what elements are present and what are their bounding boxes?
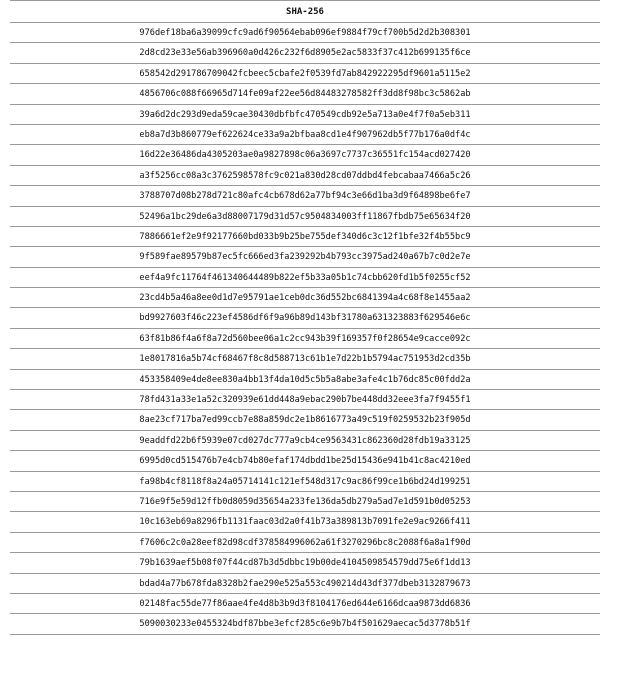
table-row: 9eaddfd22b6f5939e07cd027dc777a9cb4ce9563431c862360d28fdb19a33125 [10,431,600,451]
table-row: 976def18ba6a39099cfc9ad6f90564ebab096ef9884f79cf700b5d2d2b308301 [10,23,600,43]
table-row: 52496a1bc29de6a3d88007179d31d57c9504834003ff11867fbdb75e65634f20 [10,207,600,227]
table-row: 453358409e4de8ee830a4bb13f4da10d5c5b5a8abe3afe4c1b76dc85c00fdd2a [10,370,600,390]
table-row: 10c163eb69a8296fb1131faac03d2a0f41b73a389813b7091fe2e9ac9266f411 [10,512,600,532]
table-row: eef4a9fc11764f461340644489b822ef5b33a05b1c74cbb620fd1b5f0255cf52 [10,268,600,288]
table-row: 78fd431a33e1a52c320939e61dd448a9ebac290b7be448dd32eee3fa7f9455f1 [10,390,600,410]
table-row: 3788707d08b278d721c80afc4cb678d62a77bf94c3e66d1ba3d9f64898be6fe7 [10,186,600,206]
table-row: 9f589fae89579b87ec5fc666ed3fa239292b4b793cc3975ad240a67b7c0d2e7e [10,247,600,267]
table-row: 5090030233e0455324bdf87bbe3efcf285c6e9b7b4f501629aecac5d3778b51f [10,614,600,634]
table-row: 79b1639aef5b08f07f44cd87b3d5dbbc19b00de4104509854579dd75e6f1dd13 [10,553,600,573]
table-row: 16d22e36486da4305203ae0a9827898c06a3697c7737c36551fc154acd027420 [10,145,600,165]
table-row: eb8a7d3b860779ef622624ce33a9a2bfbaa8cd1e4f907962db5f77b176a0df4c [10,125,600,145]
column-header-sha256: SHA-256 [10,1,600,23]
table-row: bd9927603f46c223ef4586df6f9a96b89d143bf31780a631323883f629546e6c [10,308,600,328]
table-row: fa98b4cf8118f8a24a05714141c121ef548d317c9ac86f99ce1b6bd24d199251 [10,472,600,492]
table-row: 658542d291786709042fcbeec5cbafe2f0539fd7ab842922295df9601a5115e2 [10,64,600,84]
hash-rows [10,23,600,635]
table-row: 02148fac55de77f86aae4fe4d8b3b9d3f8104176ed644e6166dcaa9873dd6836 [10,594,600,614]
table-row: f7606c2c0a28eef82d98cdf378584996062a61f3270296bc8c2088f6a8a1f90d [10,533,600,553]
table-row: 8ae23cf717ba7ed99ccb7e88a859dc2e1b8616773a49c519f0259532b23f905d [10,410,600,430]
table-row: 6995d0cd515476b7e4cb74b80efaf174dbdd1be25d15436e941b41c8ac4210ed [10,451,600,471]
table-row: 716e9f5e59d12ffb0d8059d35654a233fe136da5db279a5ad7e1d591b0d05253 [10,492,600,512]
table-row: 7886661ef2e9f92177660bd033b9b25be755def340d6c3c12f1bfe32f4b55bc9 [10,227,600,247]
table-row: 4856706c088f66965d714fe09af22ee56d84483278582ff3dd8f98bc3c5862ab [10,84,600,104]
table-row: 23cd4b5a46a8ee0d1d7e95791ae1ceb0dc36d552bc6841394a4c68f8e1455aa2 [10,288,600,308]
hash-table [10,0,600,635]
table-row: 1e8017816a5b74cf68467f8c8d588713c61b1e7d22b1b5794ac751953d2cd35b [10,349,600,369]
table-row: a3f5256cc08a3c3762598578fc9c021a830d28cd07ddbd4febcabaa7466a5c26 [10,166,600,186]
table-row: 63f81b86f4a6f8a72d560bee06a1c2cc943b39f169357f0f28654e9cacce092c [10,329,600,349]
table-row: bdad4a77b678fda8328b2fae290e525a553c490214d43df377dbeb3132879673 [10,574,600,594]
table-row: 2d8cd23e33e56ab396960a0d426c232f6d8905e2ac5833f37c412b699135f6ce [10,43,600,63]
table-row: 39a6d2dc293d9eda59cae30430dbfbfc470549cdb92e5a713a0e4f7f0a5eb311 [10,105,600,125]
